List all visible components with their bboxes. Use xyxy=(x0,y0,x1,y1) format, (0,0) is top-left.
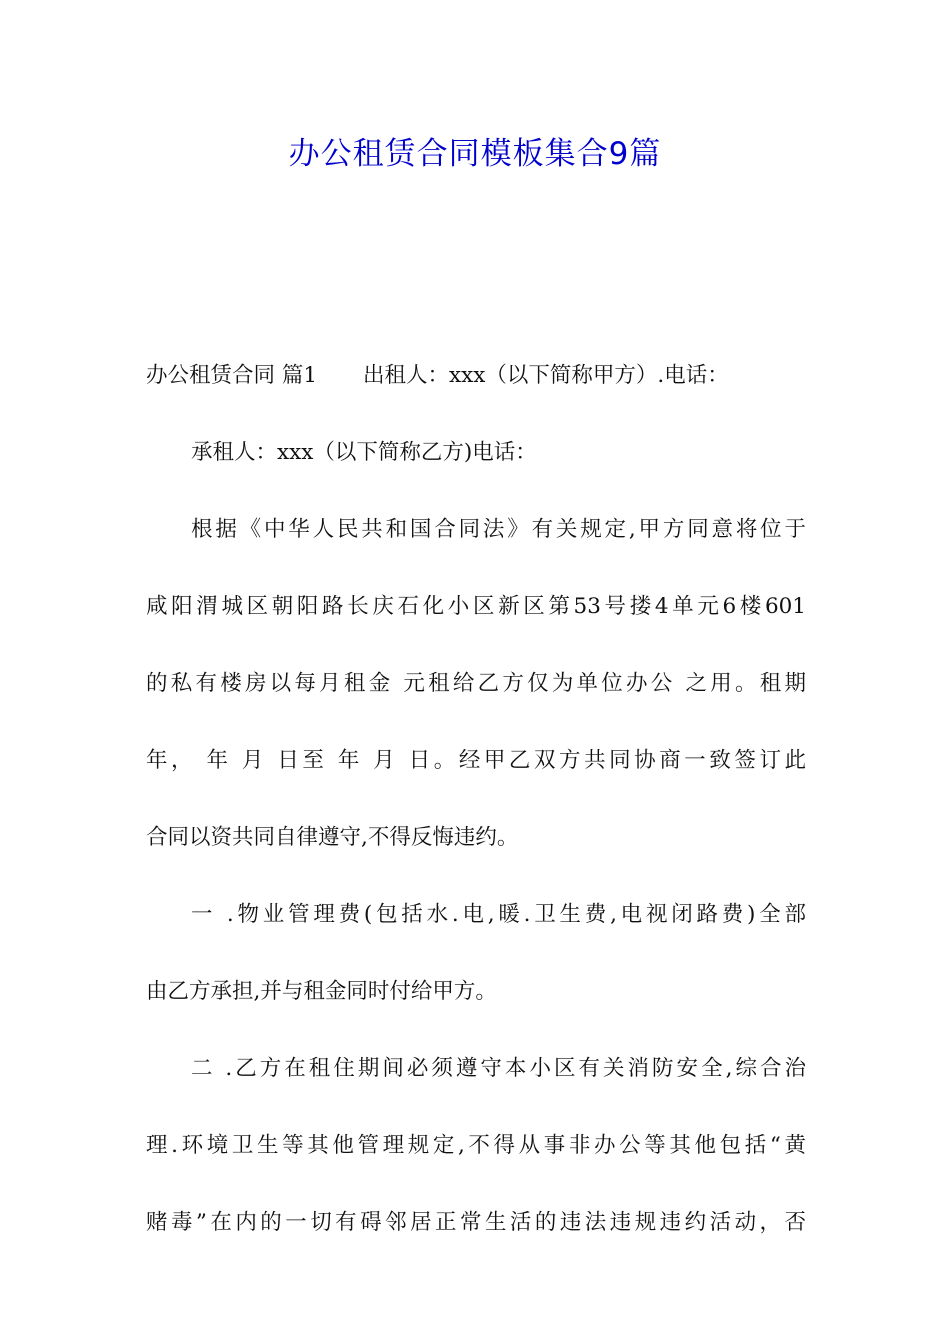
document-body xyxy=(146,337,806,1261)
paragraph-line: 根据《中华人民共和国合同法》有关规定,甲方同意将位于 xyxy=(191,517,806,542)
document-title: 办公租赁合同模板集合9篇 xyxy=(288,136,662,172)
paragraph-line: 二 .乙方在租住期间必须遵守本小区有关消防安全,综合治 xyxy=(191,1056,806,1081)
paragraph-line: 一 .物业管理费(包括水.电,暖.卫生费,电视闭路费)全部 xyxy=(191,902,806,927)
paragraph-line: 年， 年 月 日至 年 月 日。经甲乙双方共同协商一致签订此 xyxy=(146,748,806,773)
paragraph-line: 赌毒”在内的一切有碍邻居正常生活的违法违规违约活动，否 xyxy=(146,1210,806,1235)
paragraph-line: 理.环境卫生等其他管理规定,不得从事非办公等其他包括“黄 xyxy=(146,1133,806,1158)
section-label: 办公租赁合同 篇1 xyxy=(146,363,318,388)
paragraph-line: 的私有楼房以每月租金 元租给乙方仅为单位办公 之用。租期 xyxy=(146,671,806,696)
paragraph-line: 承租人：xxx（以下简称乙方)电话： xyxy=(191,440,537,465)
lessor-line: 出租人：xxx（以下简称甲方）.电话： xyxy=(363,363,729,388)
paragraph-line: 咸阳渭城区朝阳路长庆石化小区新区第53号搂4单元6楼601 xyxy=(146,594,806,619)
heading-line xyxy=(146,337,806,414)
paragraph-line: 合同以资共同自律遵守,不得反悔违约。 xyxy=(146,825,519,850)
paragraph-line: 由乙方承担,并与租金同时付给甲方。 xyxy=(146,979,497,1004)
